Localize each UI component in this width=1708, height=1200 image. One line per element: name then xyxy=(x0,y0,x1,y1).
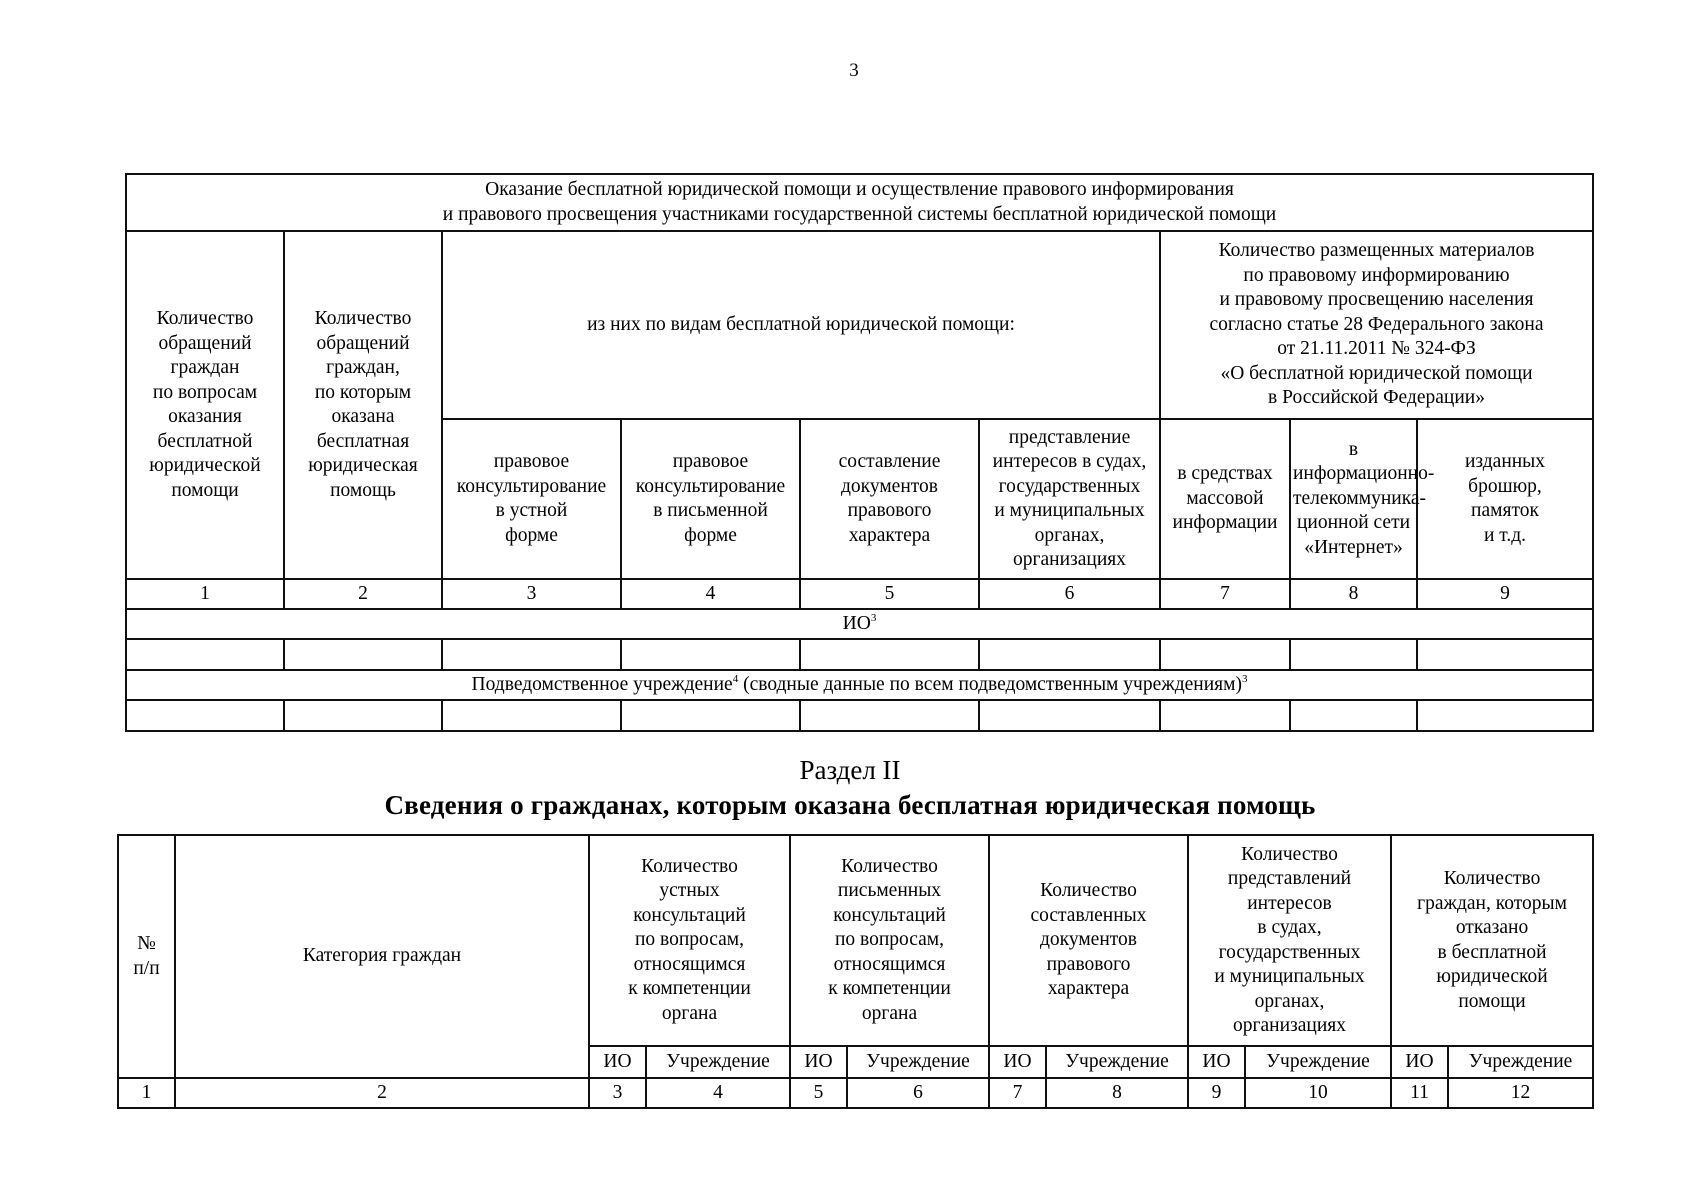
column-number: 8 xyxy=(1290,579,1417,609)
empty-cell xyxy=(442,700,621,731)
column-number: 1 xyxy=(126,579,284,609)
column-number: 11 xyxy=(1391,1078,1448,1108)
header-row-number: № п/п xyxy=(118,835,175,1078)
column-number: 5 xyxy=(800,579,979,609)
header-category: Категория граждан xyxy=(175,835,589,1078)
header-oral-consultations: Количество устных консультаций по вопросам, относящимся к компетенции органа xyxy=(589,835,790,1046)
empty-cell xyxy=(1290,700,1417,731)
header-refusals: Количество граждан, которым отказано в бесплатной юридической помощи xyxy=(1391,835,1593,1046)
subheader-institution: Учреждение xyxy=(1448,1046,1593,1078)
subheader-institution: Учреждение xyxy=(847,1046,989,1078)
column-number: 6 xyxy=(979,579,1160,609)
column-number: 3 xyxy=(442,579,621,609)
header-aid-types-group: из них по видам бесплатной юридической помощи: xyxy=(442,231,1160,419)
column-number: 9 xyxy=(1417,579,1593,609)
header-mass-media: в средствах массовой информации xyxy=(1160,419,1290,579)
column-number: 2 xyxy=(175,1078,589,1108)
empty-cell xyxy=(126,700,284,731)
footnote-ref: 3 xyxy=(870,611,877,624)
empty-cell xyxy=(621,639,800,670)
column-number: 9 xyxy=(1188,1078,1245,1108)
empty-cell xyxy=(1160,639,1290,670)
column-number: 10 xyxy=(1245,1078,1391,1108)
empty-cell xyxy=(442,639,621,670)
header-written-consulting: правовое консультирование в письменной форме xyxy=(621,419,800,579)
column-number: 2 xyxy=(284,579,442,609)
empty-cell xyxy=(126,639,284,670)
subheader-institution: Учреждение xyxy=(1046,1046,1188,1078)
footnote-ref: 3 xyxy=(1241,672,1248,685)
subheader-io: ИО xyxy=(989,1046,1046,1078)
column-number: 3 xyxy=(589,1078,646,1108)
empty-cell xyxy=(979,639,1160,670)
header-documents: составление документов правового характера xyxy=(800,419,979,579)
empty-cell xyxy=(1160,700,1290,731)
header-materials-group: Количество размещенных материалов по правовому информированию и правовому просвещению населения согласно статье 28 Федерального закона от 21.11.2011 № 324-ФЗ «О бесплатной юридической помощи в Российской Федерации» xyxy=(1160,231,1593,419)
subheader-io: ИО xyxy=(1391,1046,1448,1078)
legal-aid-table xyxy=(125,173,1594,732)
io-label: ИО xyxy=(842,612,871,634)
table1-title: Оказание бесплатной юридической помощи и осуществление правового информирования и правового просвещения участниками государственной системы бесплатной юридической помощи xyxy=(126,174,1593,231)
header-appeals-count: Количество обращений граждан по вопросам оказания бесплатной юридической помощи xyxy=(126,231,284,579)
column-number: 7 xyxy=(989,1078,1046,1108)
subordinate-label: Подведомственное учреждение xyxy=(471,673,733,695)
empty-cell xyxy=(800,639,979,670)
column-number: 7 xyxy=(1160,579,1290,609)
subordinate-row-label xyxy=(126,670,1593,700)
subordinate-label-rest: (сводные данные по всем подведомственным учреждениям) xyxy=(738,673,1242,695)
subheader-io: ИО xyxy=(589,1046,646,1078)
header-brochures: изданных брошюр, памяток и т.д. xyxy=(1417,419,1593,579)
empty-cell xyxy=(979,700,1160,731)
column-number: 4 xyxy=(646,1078,790,1108)
header-written-consultations: Количество письменных консультаций по вопросам, относящимся к компетенции органа xyxy=(790,835,989,1046)
header-documents-count: Количество составленных документов правового характера xyxy=(989,835,1188,1046)
header-oral-consulting: правовое консультирование в устной форме xyxy=(442,419,621,579)
subheader-io: ИО xyxy=(790,1046,847,1078)
page-number: 3 xyxy=(849,60,859,81)
empty-cell xyxy=(1290,639,1417,670)
io-row-label xyxy=(126,609,1593,639)
empty-cell xyxy=(284,639,442,670)
column-number: 12 xyxy=(1448,1078,1593,1108)
column-number: 6 xyxy=(847,1078,989,1108)
empty-cell xyxy=(1417,639,1593,670)
header-internet: в информационно- телекоммуника- ционной сети «Интернет» xyxy=(1290,419,1417,579)
section-number: Раздел II xyxy=(799,755,901,785)
column-number: 4 xyxy=(621,579,800,609)
column-number: 8 xyxy=(1046,1078,1188,1108)
citizens-table xyxy=(117,834,1594,1109)
empty-cell xyxy=(800,700,979,731)
header-representations: Количество представлений интересов в судах, государственных и муниципальных органах, организациях xyxy=(1188,835,1391,1046)
header-appeals-helped: Количество обращений граждан, по которым оказана бесплатная юридическая помощь xyxy=(284,231,442,579)
section-title: Сведения о гражданах, которым оказана бесплатная юридическая помощь xyxy=(384,790,1316,820)
footnote-ref: 4 xyxy=(732,672,739,685)
empty-cell xyxy=(621,700,800,731)
subheader-institution: Учреждение xyxy=(646,1046,790,1078)
empty-cell xyxy=(1417,700,1593,731)
empty-cell xyxy=(284,700,442,731)
column-number: 5 xyxy=(790,1078,847,1108)
subheader-institution: Учреждение xyxy=(1245,1046,1391,1078)
header-representation: представление интересов в судах, государственных и муниципальных органах, организациях xyxy=(979,419,1160,579)
column-number: 1 xyxy=(118,1078,175,1108)
subheader-io: ИО xyxy=(1188,1046,1245,1078)
